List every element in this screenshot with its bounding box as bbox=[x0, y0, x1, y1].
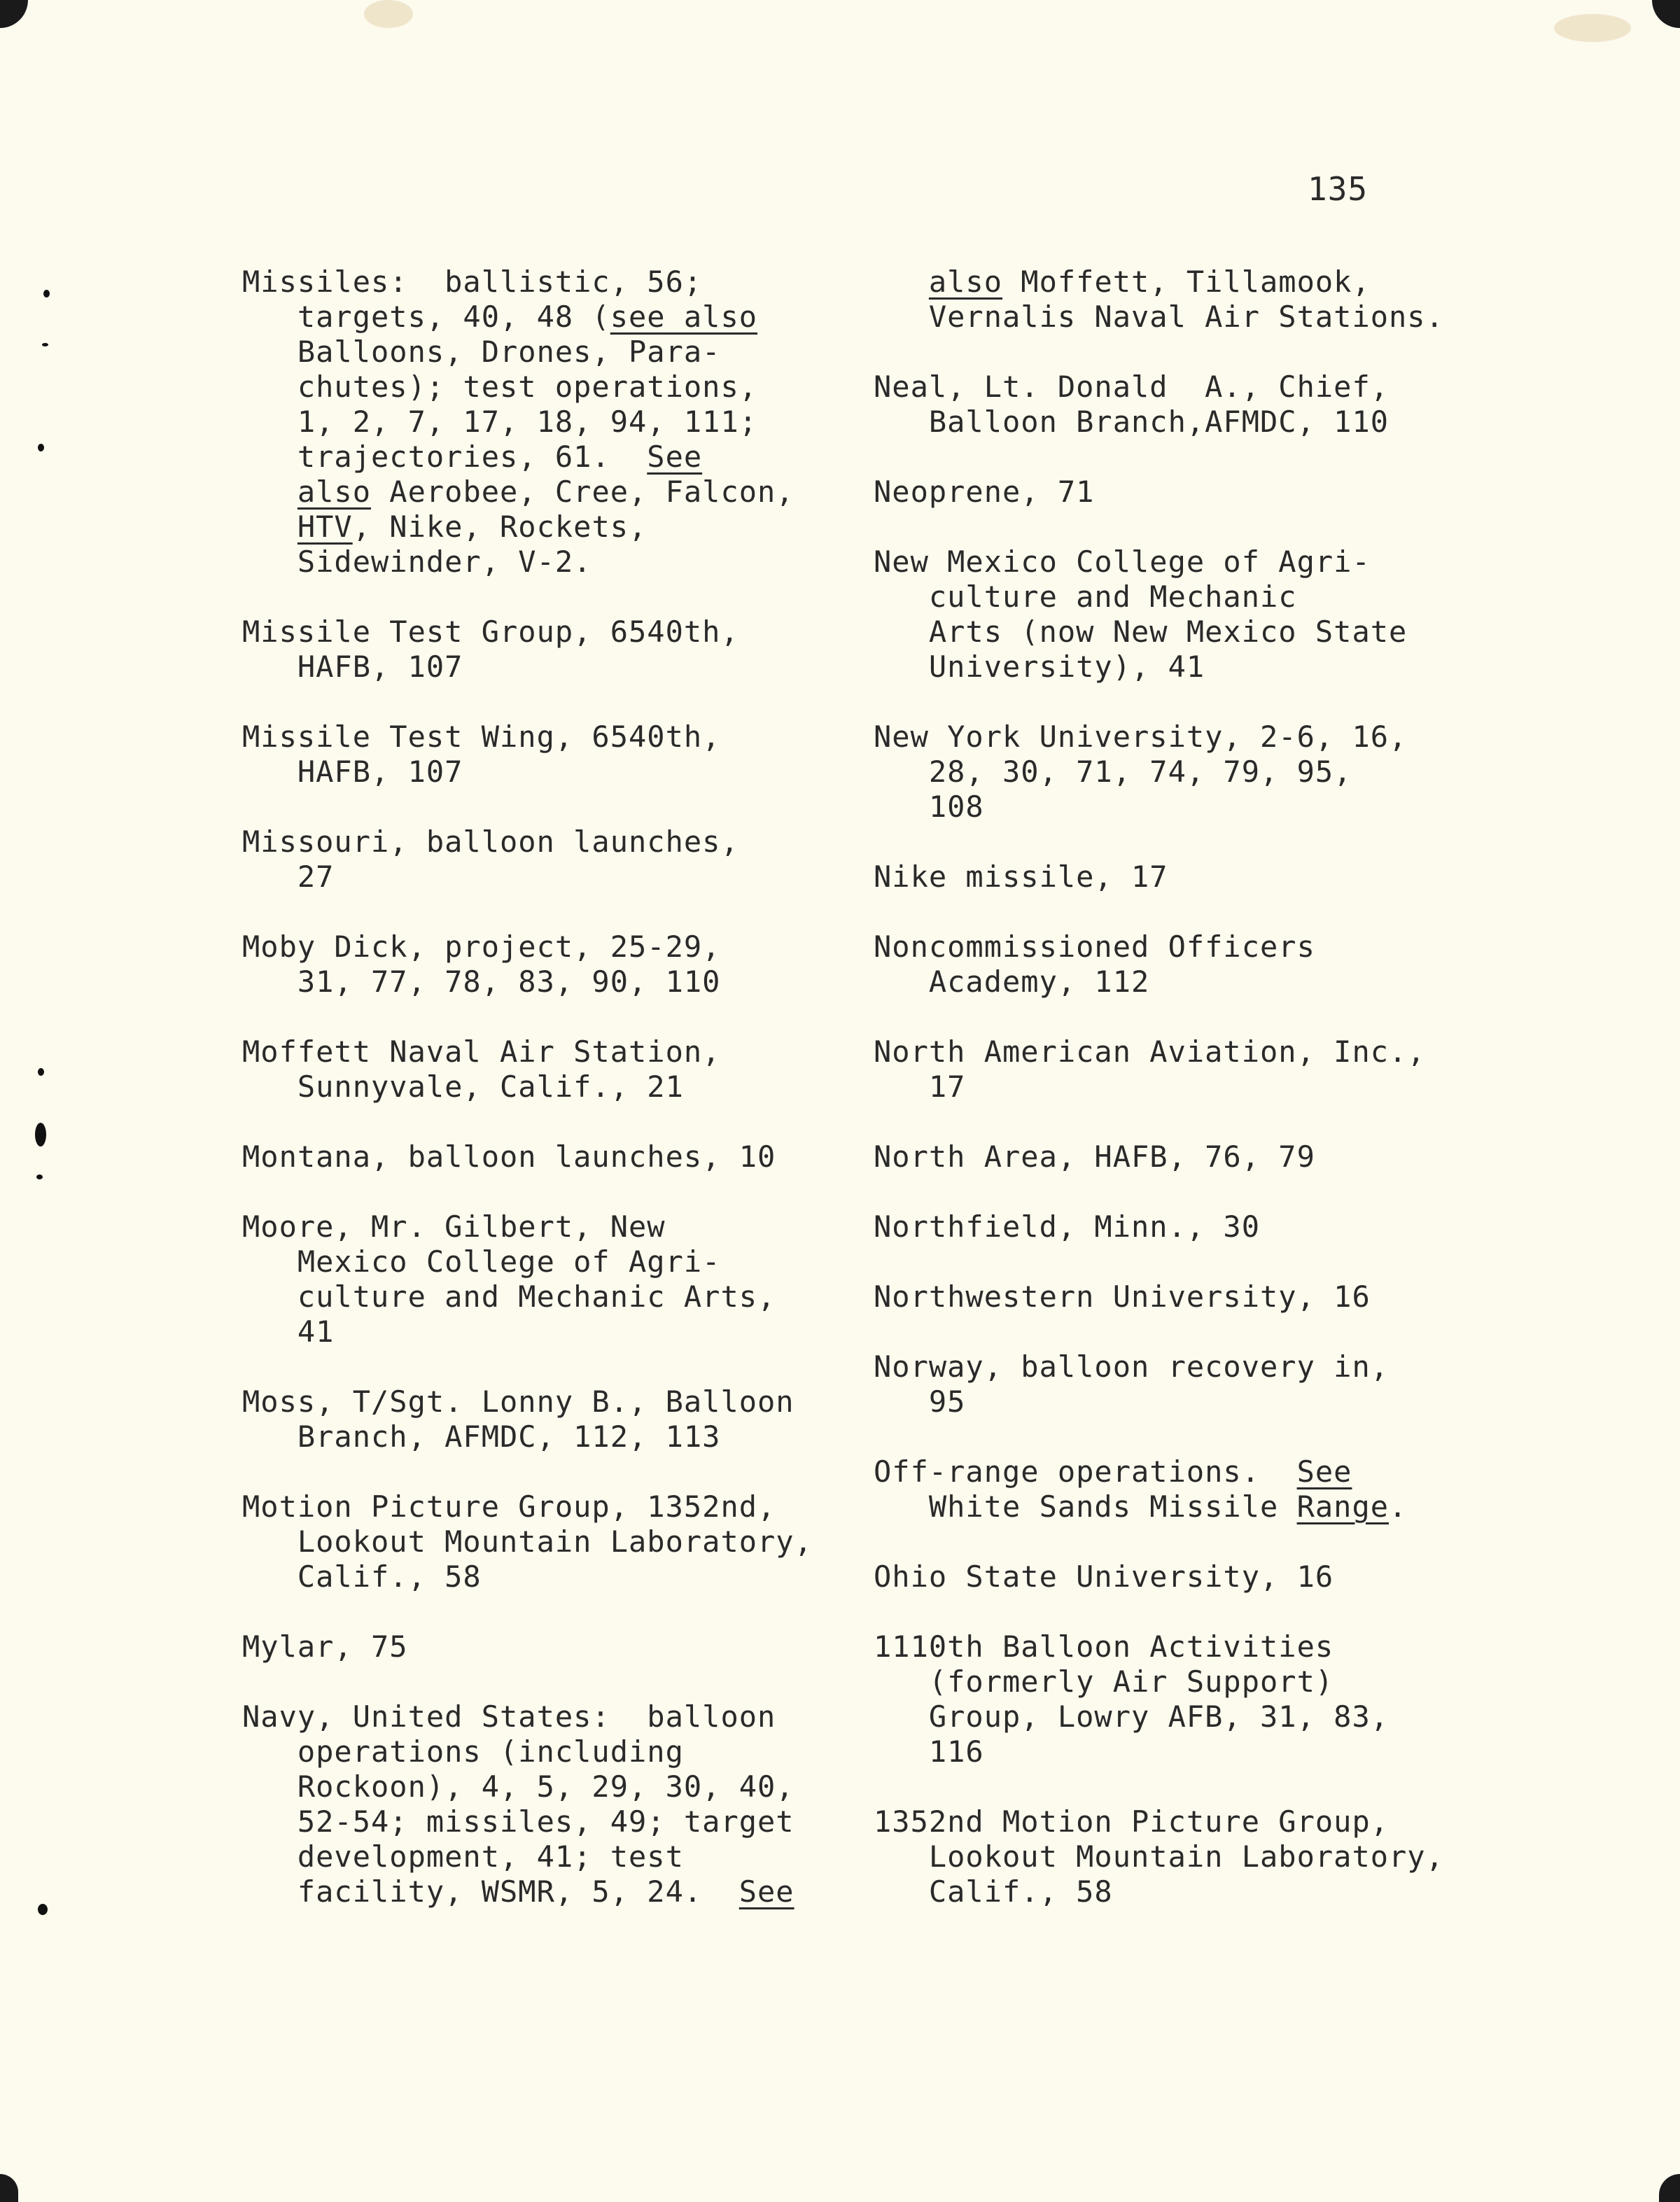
entry-text: Missouri, balloon launches, bbox=[242, 825, 739, 859]
index-entry bbox=[874, 720, 1476, 825]
index-entry bbox=[874, 1804, 1476, 1909]
margin-speck bbox=[42, 343, 48, 346]
index-entry-line bbox=[242, 1699, 844, 1734]
index-entry-line bbox=[874, 580, 1476, 615]
entry-text: Academy, 112 bbox=[874, 965, 1150, 999]
index-entry bbox=[242, 615, 844, 685]
index-entry-line bbox=[874, 1454, 1476, 1489]
entry-text: Missile Test Group, 6540th, bbox=[242, 615, 739, 649]
index-column-right bbox=[874, 265, 1476, 1944]
index-entry-line bbox=[874, 1699, 1476, 1734]
index-entry-line bbox=[874, 1489, 1476, 1524]
index-entry bbox=[242, 1699, 844, 1909]
entry-text: New York University, 2-6, 16, bbox=[874, 720, 1408, 754]
index-entry-line bbox=[242, 405, 844, 440]
index-entry bbox=[874, 1139, 1476, 1174]
entry-text: Group, Lowry AFB, 31, 83, bbox=[874, 1699, 1390, 1734]
entry-text: 27 bbox=[242, 860, 335, 894]
index-entry-line bbox=[242, 1244, 844, 1279]
entry-text: facility, WSMR, 5, 24. bbox=[242, 1874, 739, 1909]
index-entry-line bbox=[874, 755, 1476, 790]
entry-text: 95 bbox=[874, 1384, 966, 1419]
entry-text: chutes); test operations, bbox=[242, 370, 758, 404]
entry-text: Off-range operations. bbox=[874, 1454, 1297, 1489]
index-entry-line bbox=[874, 790, 1476, 825]
paper-stain bbox=[1554, 14, 1631, 42]
index-entry-line bbox=[874, 860, 1476, 895]
entry-text: 28, 30, 71, 74, 79, 95, bbox=[874, 755, 1352, 789]
index-entry-line bbox=[874, 1139, 1476, 1174]
entry-text: Mexico College of Agri- bbox=[242, 1244, 721, 1279]
entry-text bbox=[242, 475, 298, 509]
cross-reference-text: see also bbox=[610, 300, 758, 334]
entry-text: Aerobee, Cree, Falcon, bbox=[371, 475, 794, 509]
entry-text: University), 41 bbox=[874, 650, 1205, 684]
entry-text bbox=[874, 265, 929, 299]
index-entry-line bbox=[242, 1070, 844, 1104]
entry-text: , Nike, Rockets, bbox=[352, 510, 648, 544]
index-entry bbox=[874, 545, 1476, 685]
entry-text: White Sands Missile bbox=[874, 1489, 1297, 1524]
index-entry bbox=[242, 930, 844, 1000]
entry-text: Balloons, Drones, Para- bbox=[242, 335, 721, 369]
entry-text: Norway, balloon recovery in, bbox=[874, 1349, 1390, 1384]
entry-text: Northwestern University, 16 bbox=[874, 1279, 1371, 1314]
entry-text bbox=[242, 510, 298, 544]
entry-text: culture and Mechanic bbox=[874, 580, 1297, 614]
index-entry-line bbox=[242, 615, 844, 650]
index-entry-line bbox=[242, 1629, 844, 1664]
index-entry-line bbox=[242, 1209, 844, 1244]
entry-text: Branch, AFMDC, 112, 113 bbox=[242, 1419, 721, 1454]
index-entry-line bbox=[242, 300, 844, 335]
index-entry-line bbox=[242, 335, 844, 370]
cross-reference-text: See bbox=[1296, 1454, 1352, 1489]
index-entry-line bbox=[874, 1035, 1476, 1070]
index-entry-line bbox=[242, 265, 844, 300]
index-entry-line bbox=[874, 615, 1476, 650]
index-entry bbox=[874, 1629, 1476, 1769]
index-entry-line bbox=[242, 1769, 844, 1804]
index-entry-line bbox=[242, 440, 844, 475]
index-entry-line bbox=[242, 1839, 844, 1874]
margin-speck bbox=[38, 1068, 44, 1076]
entry-text: HAFB, 107 bbox=[242, 755, 463, 789]
entry-text: Calif., 58 bbox=[874, 1874, 1113, 1909]
entry-text: 41 bbox=[242, 1314, 335, 1349]
index-entry bbox=[874, 1035, 1476, 1104]
index-entry bbox=[874, 475, 1476, 510]
index-entry-line bbox=[242, 1279, 844, 1314]
index-entry bbox=[242, 1139, 844, 1174]
entry-text: targets, 40, 48 ( bbox=[242, 300, 610, 334]
index-entry-line bbox=[874, 1804, 1476, 1839]
entry-text: (formerly Air Support) bbox=[874, 1664, 1334, 1699]
index-entry bbox=[874, 1209, 1476, 1244]
index-entry-line bbox=[874, 545, 1476, 580]
index-entry-line bbox=[242, 475, 844, 510]
entry-text: Missile Test Wing, 6540th, bbox=[242, 720, 721, 754]
entry-text: Northfield, Minn., 30 bbox=[874, 1209, 1261, 1244]
entry-text: Sidewinder, V-2. bbox=[242, 545, 592, 579]
entry-text: 17 bbox=[874, 1070, 966, 1104]
index-entry-line bbox=[242, 1384, 844, 1419]
entry-text: Motion Picture Group, 1352nd, bbox=[242, 1489, 776, 1524]
index-entry-line bbox=[242, 370, 844, 405]
entry-text: Vernalis Naval Air Stations. bbox=[874, 300, 1444, 334]
index-entry-line bbox=[242, 965, 844, 1000]
entry-text: Navy, United States: balloon bbox=[242, 1699, 776, 1734]
entry-text: Moffett, Tillamook, bbox=[1002, 265, 1371, 299]
index-entry bbox=[874, 1279, 1476, 1314]
entry-text: Mylar, 75 bbox=[242, 1629, 408, 1664]
index-entry-line bbox=[874, 1559, 1476, 1594]
index-entry-line bbox=[874, 1209, 1476, 1244]
index-entry-line bbox=[874, 265, 1476, 300]
index-entry-line bbox=[874, 1839, 1476, 1874]
index-entry-line bbox=[874, 965, 1476, 1000]
index-entry bbox=[874, 1454, 1476, 1524]
index-entry-line bbox=[242, 1524, 844, 1559]
index-entry bbox=[242, 1629, 844, 1664]
index-entry-line bbox=[242, 1489, 844, 1524]
cross-reference-text: HTV bbox=[297, 510, 353, 544]
entry-text: Balloon Branch,AFMDC, 110 bbox=[874, 405, 1390, 439]
index-entry-line bbox=[242, 860, 844, 895]
index-entry bbox=[874, 930, 1476, 1000]
margin-speck bbox=[38, 1904, 48, 1915]
entry-text: 1110th Balloon Activities bbox=[874, 1629, 1334, 1664]
page-corner bbox=[0, 0, 28, 28]
index-entry-line bbox=[874, 1070, 1476, 1104]
entry-text: Neal, Lt. Donald A., Chief, bbox=[874, 370, 1390, 404]
index-entry-line bbox=[874, 1874, 1476, 1909]
entry-text: North Area, HAFB, 76, 79 bbox=[874, 1139, 1315, 1174]
entry-text: . bbox=[1389, 1489, 1408, 1524]
index-entry bbox=[242, 1209, 844, 1349]
index-entry-line bbox=[242, 720, 844, 755]
cross-reference-text: also bbox=[928, 265, 1003, 299]
index-entry bbox=[874, 1559, 1476, 1594]
index-entry-line bbox=[874, 650, 1476, 685]
entry-text: Missiles: ballistic, 56; bbox=[242, 265, 703, 299]
cross-reference-text: See bbox=[647, 440, 703, 474]
entry-text: Lookout Mountain Laboratory, bbox=[874, 1839, 1444, 1874]
entry-text: development, 41; test bbox=[242, 1839, 684, 1874]
index-entry-line bbox=[874, 720, 1476, 755]
index-entry-line bbox=[874, 1664, 1476, 1699]
page-corner bbox=[1659, 2174, 1680, 2202]
index-entry-line bbox=[242, 1419, 844, 1454]
entry-text: Nike missile, 17 bbox=[874, 860, 1168, 894]
index-entry-line bbox=[874, 1279, 1476, 1314]
entry-text: 52-54; missiles, 49; target bbox=[242, 1804, 794, 1839]
entry-text: Noncommissioned Officers bbox=[874, 930, 1315, 964]
margin-speck bbox=[35, 1123, 46, 1146]
index-entry-line bbox=[874, 405, 1476, 440]
entry-text: trajectories, 61. bbox=[242, 440, 648, 474]
entry-text: Moss, T/Sgt. Lonny B., Balloon bbox=[242, 1384, 794, 1419]
page-corner bbox=[0, 2174, 18, 2202]
index-entry bbox=[242, 1035, 844, 1104]
entry-text: 31, 77, 78, 83, 90, 110 bbox=[242, 965, 721, 999]
index-entry-line bbox=[874, 370, 1476, 405]
index-entry bbox=[242, 1384, 844, 1454]
index-entry bbox=[874, 1349, 1476, 1419]
entry-text: Montana, balloon launches, 10 bbox=[242, 1139, 776, 1174]
index-entry-line bbox=[242, 545, 844, 580]
index-entry-line bbox=[874, 930, 1476, 965]
index-entry-line bbox=[242, 825, 844, 860]
page-number: 135 bbox=[1308, 170, 1368, 208]
index-entry bbox=[874, 860, 1476, 895]
entry-text: New Mexico College of Agri- bbox=[874, 545, 1371, 579]
entry-text: Arts (now New Mexico State bbox=[874, 615, 1408, 649]
index-entry-line bbox=[242, 1139, 844, 1174]
index-entry bbox=[242, 265, 844, 580]
entry-text: Calif., 58 bbox=[242, 1559, 482, 1594]
index-entry-line bbox=[242, 755, 844, 790]
index-entry bbox=[242, 720, 844, 790]
index-entry-line bbox=[242, 1559, 844, 1594]
index-entry-line bbox=[874, 1734, 1476, 1769]
page-corner bbox=[1652, 0, 1680, 28]
index-entry-line bbox=[242, 930, 844, 965]
paper-stain bbox=[364, 0, 413, 28]
entry-text: 1, 2, 7, 17, 18, 94, 111; bbox=[242, 405, 758, 439]
index-entry-line bbox=[242, 1874, 844, 1909]
entry-text: culture and Mechanic Arts, bbox=[242, 1279, 776, 1314]
cross-reference-text: also bbox=[297, 475, 372, 509]
index-entry-line bbox=[242, 650, 844, 685]
index-entry-line bbox=[874, 1384, 1476, 1419]
index-entry-line bbox=[242, 1314, 844, 1349]
index-entry-line bbox=[242, 1804, 844, 1839]
margin-speck bbox=[38, 444, 44, 451]
index-column-left bbox=[242, 265, 844, 1944]
index-entry-line bbox=[874, 1629, 1476, 1664]
index-entry-line bbox=[874, 1349, 1476, 1384]
index-entry-line bbox=[242, 510, 844, 545]
margin-speck bbox=[43, 290, 50, 297]
index-entry-line bbox=[242, 1734, 844, 1769]
entry-text: 1352nd Motion Picture Group, bbox=[874, 1804, 1390, 1839]
entry-text: Neoprene, 71 bbox=[874, 475, 1095, 509]
entry-text: Rockoon), 4, 5, 29, 30, 40, bbox=[242, 1769, 794, 1804]
entry-text: operations (including bbox=[242, 1734, 684, 1769]
entry-text: Moby Dick, project, 25-29, bbox=[242, 930, 721, 964]
cross-reference-text: Range bbox=[1296, 1489, 1390, 1524]
index-entry bbox=[874, 265, 1476, 335]
margin-speck bbox=[36, 1174, 43, 1179]
entry-text: HAFB, 107 bbox=[242, 650, 463, 684]
index-entry bbox=[242, 825, 844, 895]
entry-text: Moore, Mr. Gilbert, New bbox=[242, 1209, 666, 1244]
entry-text: North American Aviation, Inc., bbox=[874, 1035, 1426, 1069]
cross-reference-text: See bbox=[738, 1874, 794, 1909]
entry-text: Sunnyvale, Calif., 21 bbox=[242, 1070, 684, 1104]
entry-text: Ohio State University, 16 bbox=[874, 1559, 1334, 1594]
index-entry-line bbox=[242, 1035, 844, 1070]
entry-text: 108 bbox=[874, 790, 984, 824]
entry-text: Lookout Mountain Laboratory, bbox=[242, 1524, 813, 1559]
index-entry bbox=[242, 1489, 844, 1594]
entry-text: 116 bbox=[874, 1734, 984, 1769]
index-entry-line bbox=[874, 300, 1476, 335]
index-entry-line bbox=[874, 475, 1476, 510]
entry-text: Moffett Naval Air Station, bbox=[242, 1035, 721, 1069]
index-entry bbox=[874, 370, 1476, 440]
